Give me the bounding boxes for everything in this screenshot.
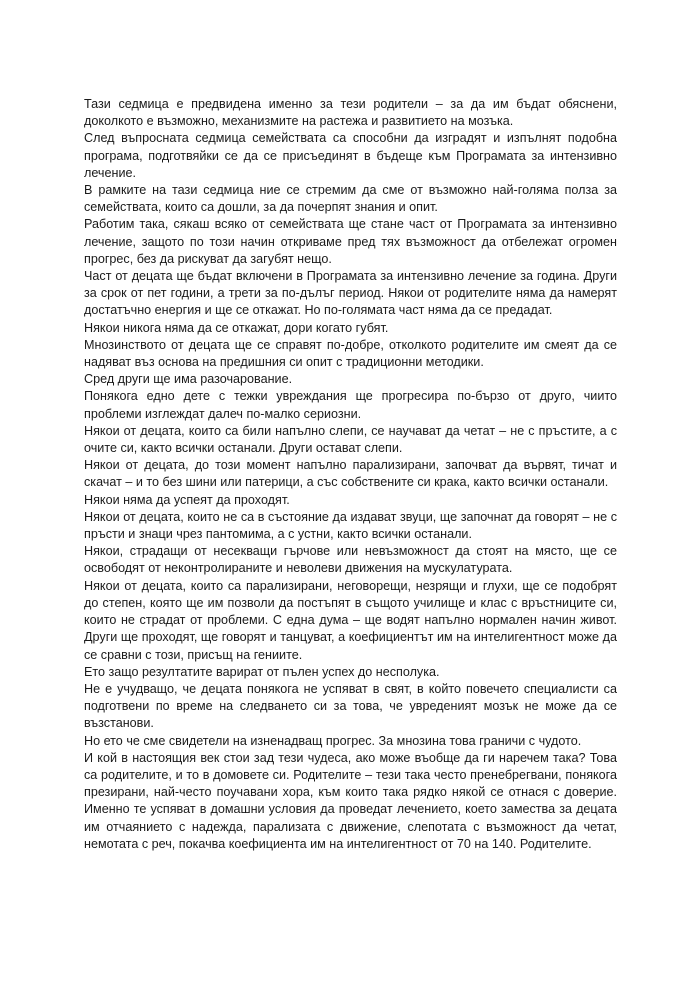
paragraph: Някои от децата, които не са в състояние да издават звуци, ще започнат да говорят – не с пръсти и знаци чрез пантомима, а с устни, както всички останали. xyxy=(84,509,617,542)
paragraph: Тази седмица е предвидена именно за тези родители – за да им бъдат обяснени, доколкото е възможно, механизмите на растежа и развитието на мозъка. xyxy=(84,97,617,129)
paragraph: След въпросната седмица семействата са способни да изградят и изпълнят подобна програма, подготвяйки се да се присъединят в бъдеще към Програмата за интензивно лечение. xyxy=(84,131,617,180)
paragraph: И кой в настоящия век стои зад тези чудеса, ако може въобще да ги наречем така? Това са родителите, и то в домовете си. Родителите – тези така често пренебрегвани, понякога презирани, най-често поучавани хора, към които така рядко някой се отнася с доверие. Именно те успяват в домашни условия да проведат лечението, което замества за децата им отчаянието с надежда, парализата с движение, слепотата с възможност да четат, немотата с реч, покачва коефициента им на интелигентност от 70 на 140. Родителите. xyxy=(84,750,617,851)
paragraph: Някои никога няма да се откажат, дори когато губят. xyxy=(84,320,389,335)
paragraph: Не е учудващо, че децата понякога не успяват в свят, в който повечето специалисти са подготвени по време на следването си за това, че увреденият мозък не може да се възстанови. xyxy=(84,681,617,731)
paragraph: Ето защо резултатите варират от пълен успех до несполука. xyxy=(84,664,440,679)
paragraph: Някои, страдащи от несекващи гърчове или невъзможност да стоят на място, ще се освободят от неконтролираните и неволеви движения на мускулатурата. xyxy=(84,544,617,576)
paragraph: Някои от децата, които са парализирани, неговорещи, незрящи и глухи, ще се подобрят до степен, която ще им позволи да постъпят в същото училище и клас с връстниците си, които не страдат от проблеми. С една дума – ще водят напълно нормален начин живот. Други ще проходят, ще говорят и танцуват, а коефициентът им на интелигентност може да се сравни с този, присъщ на гениите. xyxy=(84,578,617,662)
paragraph: Някои от децата, които са били напълно слепи, се научават да четат – не с пръстите, а с очите си, както всички останали. Други остават слепи. xyxy=(84,423,617,456)
paragraph: Мнозинството от децата ще се справят по-добре, отколкото родителите им смеят да се надяват въз основа на предишния си опит с традиционни методики. xyxy=(84,337,617,370)
paragraph: Но ето че сме свидетели на изненадващ прогрес. За мнозина това граничи с чудото. xyxy=(84,733,582,748)
paragraph: Някои няма да успеят да проходят. xyxy=(84,492,290,507)
paragraph: Някои от децата, до този момент напълно парализирани, започват да вървят, тичат и скачат – и то без шини или патерици, а със собствените си крака, както всички останали. xyxy=(84,458,617,490)
paragraph: Понякога едно дете с тежки увреждания ще прогресира по-бързо от друго, чиито проблеми изглеждат далеч по-малко сериозни. xyxy=(84,389,617,421)
paragraph: Сред други ще има разочарование. xyxy=(84,372,293,387)
paragraph: Работим така, сякаш всяко от семействата ще стане част от Програмата за интензивно лечение, защото по този начин откриваме пред тях възможност да отбележат огромен прогрес, без да рискуват да загубят нещо. xyxy=(84,217,617,266)
paragraph: В рамките на тази седмица ние се стремим да сме от възможно най-голяма полза за семействата, които са дошли, за да почерпят знания и опит. xyxy=(84,183,617,215)
body-text xyxy=(84,96,617,853)
paragraph: Част от децата ще бъдат включени в Програмата за интензивно лечение за година. Други за срок от пет години, а трети за по-дълъг период. Някои от родителите няма да намерят достатъчно енергия и ще се откажат. Но по-голямата част няма да се предадат. xyxy=(84,269,617,318)
